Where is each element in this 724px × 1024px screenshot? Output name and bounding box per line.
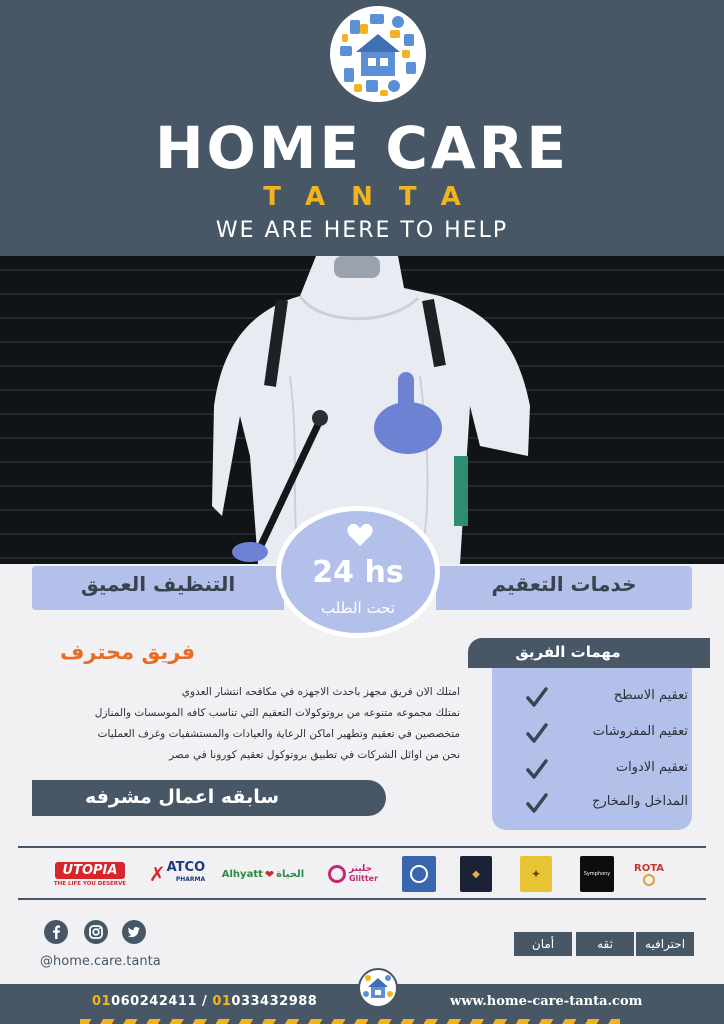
check-icon: [526, 758, 548, 780]
previous-works-label: سابقه اعمال مشرفه: [84, 786, 280, 808]
team-tasks-header: [468, 638, 710, 668]
sterilization-services-bar: [436, 566, 692, 610]
heart-icon: [347, 523, 373, 547]
atco-pharma: PHARMA: [175, 876, 206, 883]
brand-title: HOME CARE: [154, 114, 570, 182]
cleaning-house-logo-icon: [330, 6, 426, 102]
deep-cleaning-bar: [32, 566, 284, 610]
availability-on-demand: تحت الطلب: [320, 599, 396, 617]
deep-cleaning-label: التنظيف العميق: [80, 572, 236, 596]
instagram-icon[interactable]: [84, 920, 108, 944]
brand-subtitle: TANTA: [263, 182, 487, 212]
rota-wordmark: ROTA: [634, 862, 664, 874]
divider: [18, 846, 706, 848]
divider: [18, 898, 706, 900]
task-label: تعقيم الاسطح: [613, 688, 688, 703]
check-icon: [526, 722, 548, 744]
partner-logo-atco: [142, 856, 212, 892]
team-description: [40, 682, 460, 766]
partner-logo-circle: [402, 856, 436, 892]
description-line: نمتلك مجموعه متنوعه من بروتوكولات التعقيم التي تناسب كافه الموسسات والمنازل: [94, 707, 460, 719]
list-item: [492, 790, 692, 820]
social-handle[interactable]: @home.care.tanta: [40, 954, 161, 969]
list-item: [492, 720, 692, 750]
partner-logo-utopia: [52, 856, 128, 892]
rota-ring-icon: [643, 874, 655, 886]
value-chip: احترافيه: [636, 932, 694, 956]
partner-logo-symphony: [580, 856, 614, 892]
glitter-wordmark: Glitter: [348, 874, 379, 883]
phone-number: 033432988: [231, 994, 318, 1009]
availability-badge: [276, 506, 440, 638]
footer-logo-icon: [358, 968, 398, 1008]
brand-tagline: WE ARE HERE TO HELP: [215, 218, 509, 243]
dark-emblem-icon: ◆: [472, 868, 480, 880]
task-label: تعقيم الادوات: [615, 760, 688, 775]
check-icon: [526, 792, 548, 814]
sterilization-services-label: خدمات التعقيم: [491, 572, 637, 596]
value-chip: أمان: [514, 932, 572, 956]
emblem-icon: [410, 865, 428, 883]
utopia-slogan: THE LIFE YOU DESERVE: [53, 880, 127, 887]
task-label: تعقيم المفروشات: [592, 724, 688, 739]
description-line: متخصصين في تعقيم وتطهير اماكن الرعاية والعيادات والمستشفيات وغرف العمليات: [97, 728, 460, 740]
contact-phones[interactable]: [92, 994, 317, 1009]
phone-prefix: 01: [212, 994, 232, 1009]
team-tasks-title: مهمات الفريق: [515, 643, 621, 661]
alhyatt-arabic: الحياة: [276, 868, 305, 880]
atco-wordmark: ATCO: [166, 860, 206, 875]
alhyatt-wordmark: Alhyatt: [221, 868, 263, 880]
team-tasks-list: [492, 668, 692, 830]
task-label: المداخل والمخارج: [592, 794, 688, 809]
symphony-wordmark: Symphony: [583, 871, 611, 877]
availability-hours: 24 hs: [312, 555, 404, 590]
website-link[interactable]: www.home-care-tanta.com: [450, 994, 643, 1009]
phone-prefix: 01: [92, 994, 112, 1009]
atco-swoosh-icon: ✗: [148, 862, 166, 886]
check-icon: [526, 686, 548, 708]
description-line: امتلك الان فريق مجهز باحدث الاجهزه في مكافحه انتشار العدوي: [181, 686, 460, 698]
partner-logo-alhyatt: [221, 856, 305, 892]
description-line: نحن من اوائل الشركات في تطبيق بروتوكول تعقيم كورونا في مصر: [169, 749, 460, 761]
partner-logo-rota: [632, 856, 666, 892]
list-item: [492, 756, 692, 786]
previous-works-banner: [32, 780, 386, 816]
alhyatt-heart-icon: ❤: [264, 867, 275, 881]
glitter-arabic: جليتر: [348, 864, 373, 874]
partner-logo-glitter: [326, 856, 380, 892]
phone-number: 060242411: [111, 994, 198, 1009]
header-banner: [0, 0, 724, 256]
utopia-wordmark: UTOPIA: [55, 862, 126, 879]
value-chip: ثقه: [576, 932, 634, 956]
team-title: فريق محترف: [60, 640, 196, 664]
list-item: [492, 684, 692, 714]
facebook-icon[interactable]: [44, 920, 68, 944]
glitter-ring-icon: [328, 865, 346, 883]
phone-separator: /: [197, 994, 213, 1009]
twitter-icon[interactable]: [122, 920, 146, 944]
hazard-stripes: [80, 1019, 620, 1024]
partner-logo-dark: [460, 856, 492, 892]
partner-logo-yellow: [520, 856, 552, 892]
yellow-emblem-icon: ✦: [530, 867, 542, 881]
